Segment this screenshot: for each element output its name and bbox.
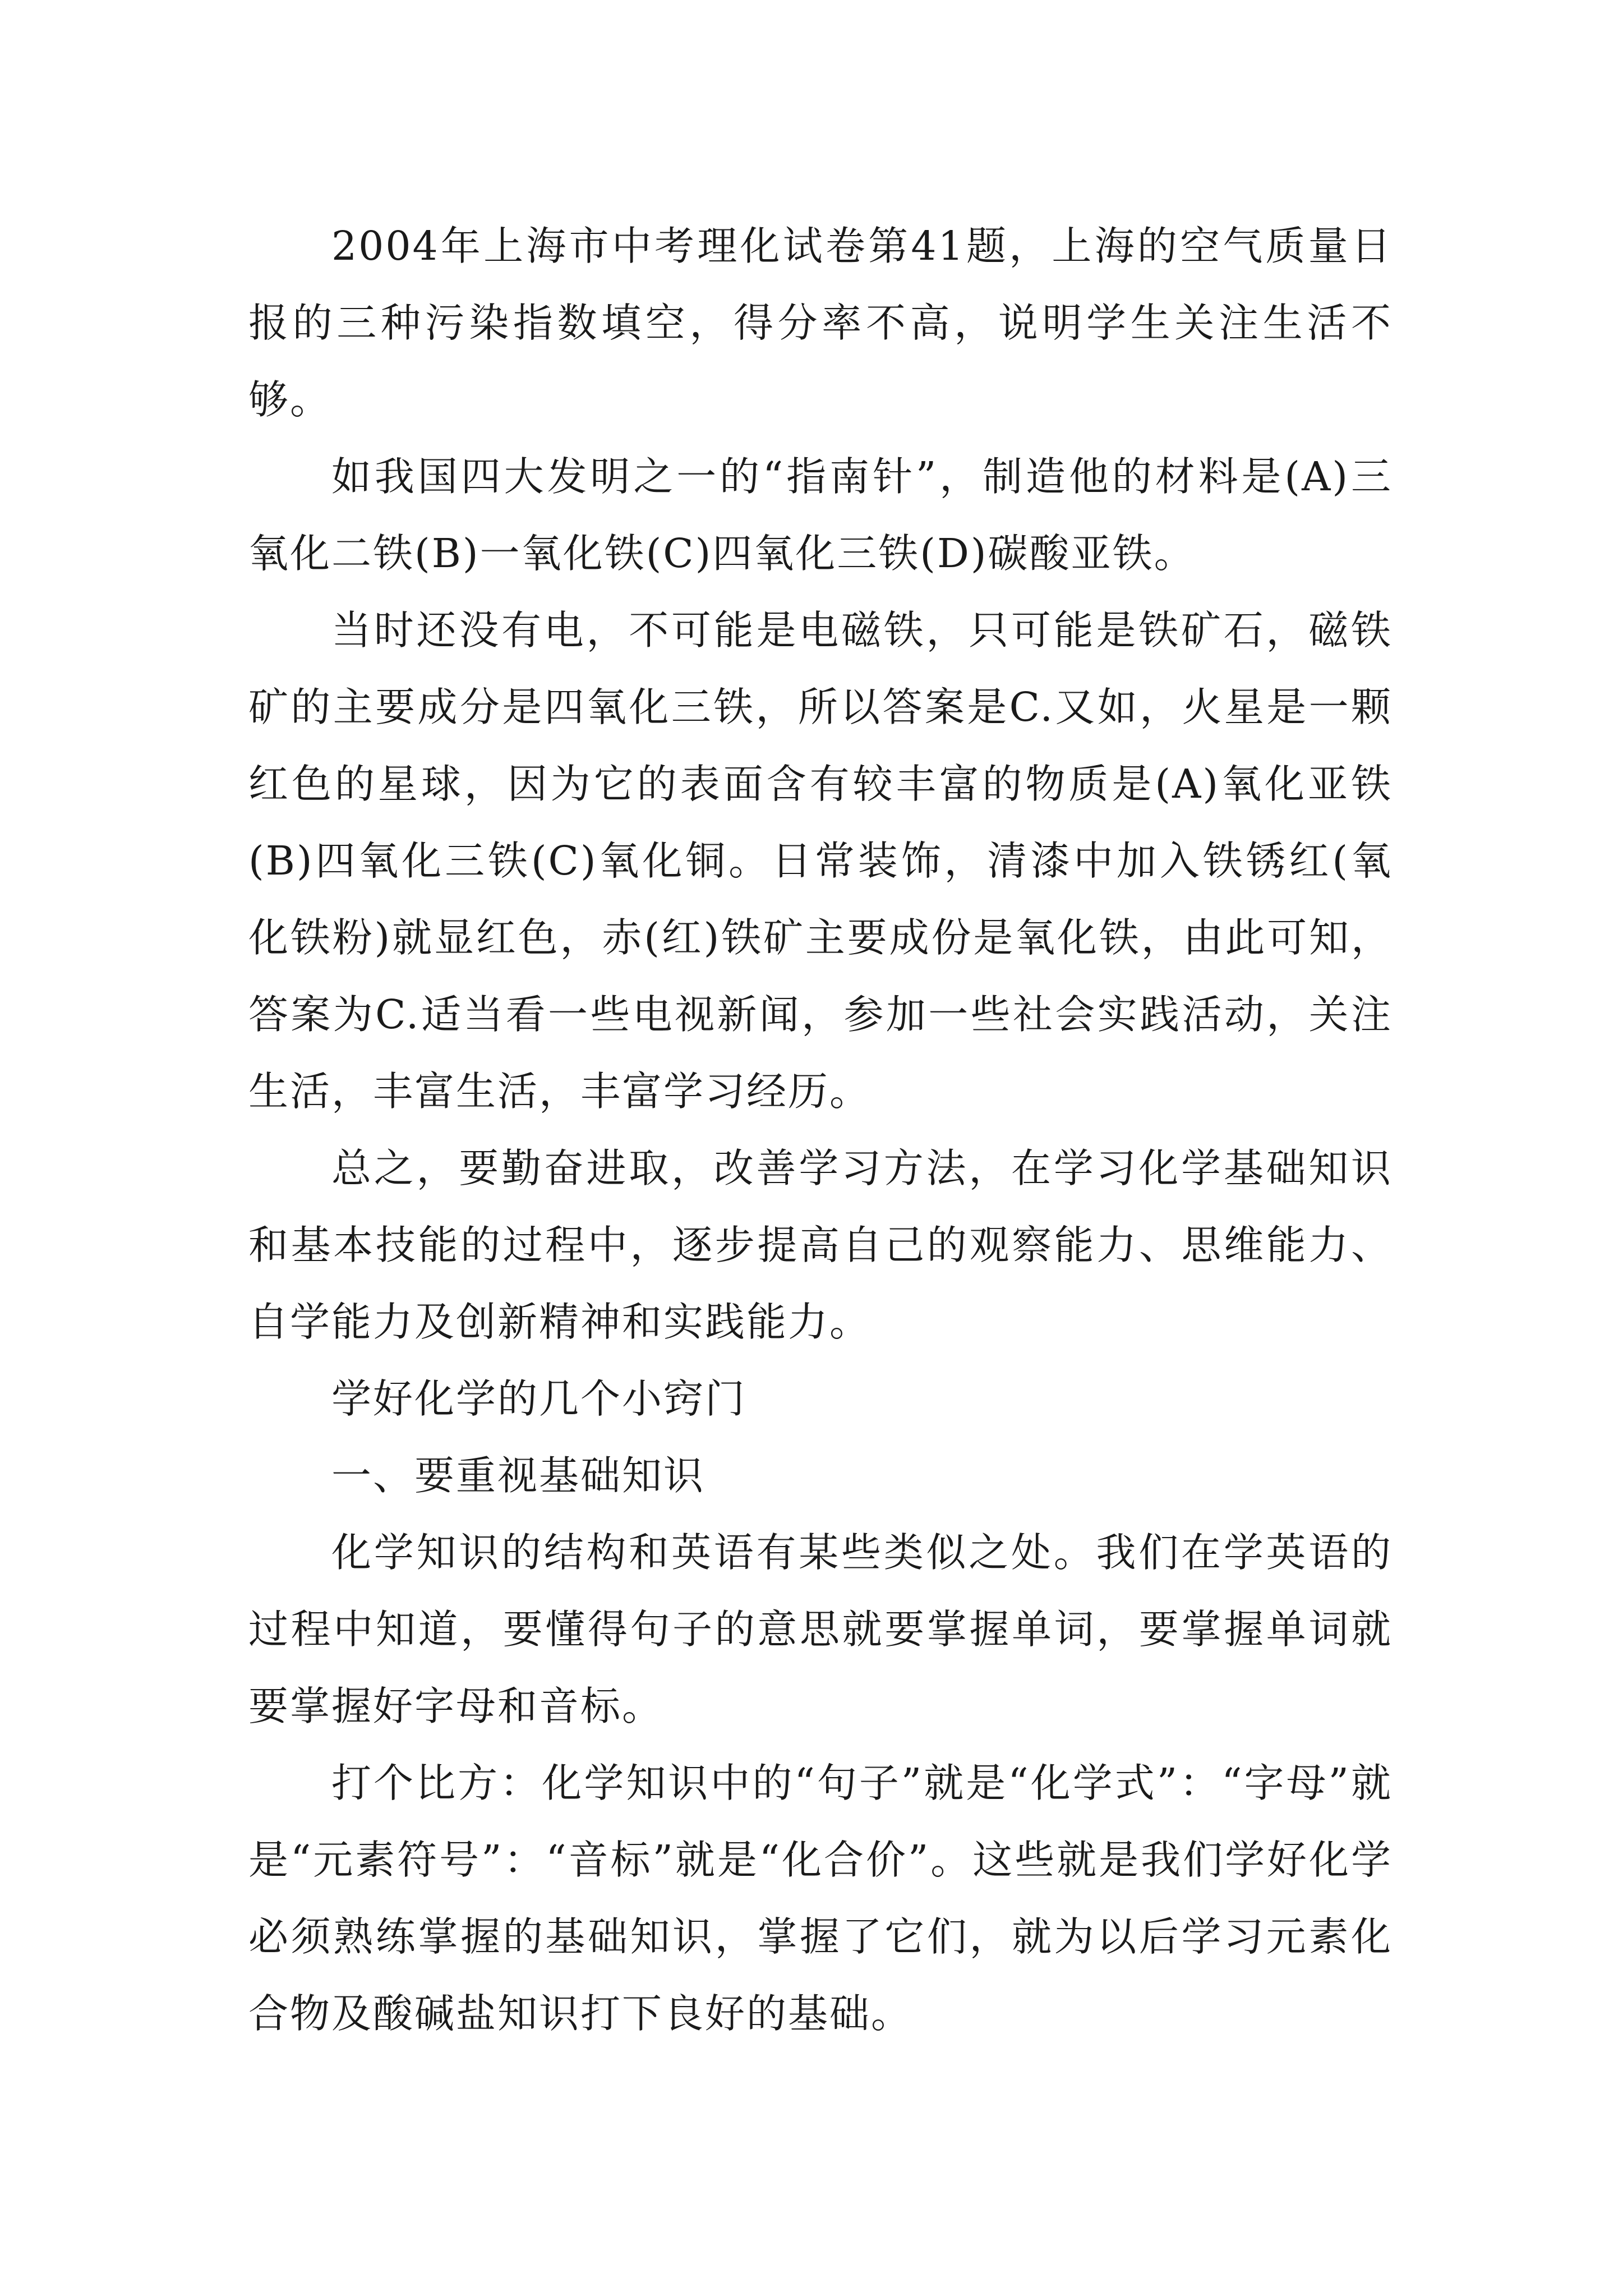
paragraph-compass-question: 如我国四大发明之一的“指南针”，制造他的材料是(A)三氧化二铁(B)一氧化铁(C)四氧化三铁(D)碳酸亚铁。 [248,453,1393,577]
section-title: 学好化学的几个小窍门 [331,1375,747,1422]
paragraph-summary: 总之，要勤奋进取，改善学习方法，在学习化学基础知识和基本技能的过程中，逐步提高自己的观察能力、思维能力、自学能力及创新精神和实践能力。 [248,1145,1393,1345]
document-body [248,208,1393,2052]
paragraph-exam-question: 2004年上海市中考理化试卷第41题，上海的空气质量日报的三种污染指数填空，得分率不高，说明学生关注生活不够。 [248,223,1393,423]
paragraph-english-analogy: 化学知识的结构和英语有某些类似之处。我们在学英语的过程中知道，要懂得句子的意思就要掌握单词，要掌握单词就要掌握好字母和音标。 [248,1529,1393,1729]
paragraph-answer-explanation: 当时还没有电，不可能是电磁铁，只可能是铁矿石，磁铁矿的主要成分是四氧化三铁，所以答案是C.又如，火星是一颗红色的星球，因为它的表面含有较丰富的物质是(A)氧化亚铁(B)四氧化三铁(C)氧化铜。日常装饰，清漆中加入铁锈红(氧化铁粉)就显红色，赤(红)铁矿主要成份是氧化铁，由此可知，答案为C.适当看一些电视新闻，参加一些社会实践活动，关注生活，丰富生活，丰富学习经历。 [248,607,1393,1115]
subsection-title: 一、要重视基础知识 [331,1452,706,1499]
paragraph-metaphor: 打个比方：化学知识中的“句子”就是“化学式”：“字母”就是“元素符号”：“音标”就是“化合价”。这些就是我们学好化学必须熟练掌握的基础知识，掌握了它们，就为以后学习元素化合物及酸碱盐知识打下良好的基础。 [248,1760,1393,2037]
